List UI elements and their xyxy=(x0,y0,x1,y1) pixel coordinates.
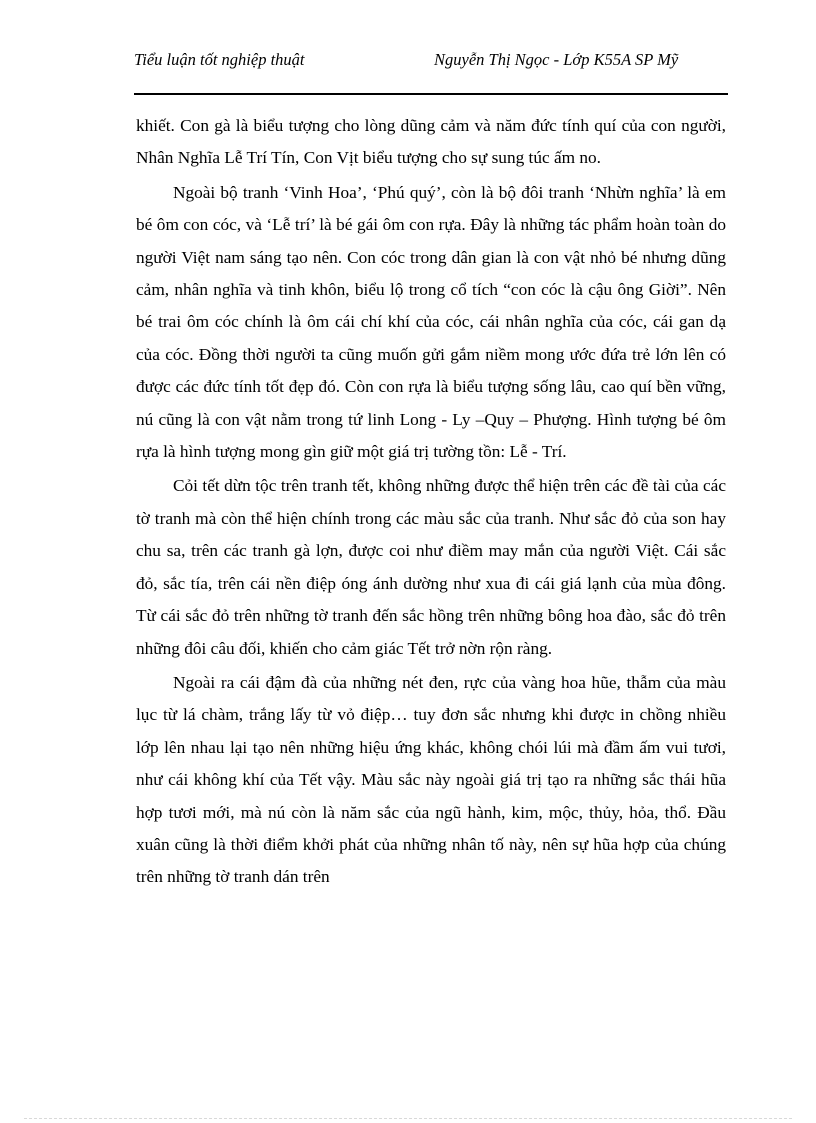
paragraph-4: Ngoài ra cái đậm đà của những nét đen, rực của vàng hoa hũe, thẫm của màu lục từ lá chàm, trắng lấy từ vỏ điệp… tuy đơn sắc nhưng khi được in chồng nhiều lớp lên nhau lại tạo nên những hiệu ứng khác, không chói lúi mà đầm ấm vui tươi, như cái không khí của Tết vậy. Màu sắc này ngoài giá trị tạo ra những sắc thái hũa hợp tươi mới, mà nú còn là năm sắc của ngũ hành, kim, mộc, thủy, hỏa, thổ. Đầu xuân cũng là thời điểm khởi phát của những nhân tố này, nên sự hũa hợp của chúng trên những tờ tranh dán trên xyxy=(136,672,726,887)
paragraph-3: Cỏi tết dừn tộc trên tranh tết, không những được thể hiện trên các đề tài của các tờ tranh mà còn thể hiện chính trong các màu sắc của tranh. Như sắc đỏ của son hay chu sa, trên các tranh gà lợn, được coi như điềm may mắn của người Việt. Cái sắc đỏ, sắc tía, trên cái nền điệp óng ánh dường như xua đi cái giá lạnh của mùa đông. Từ cái sắc đỏ trên những tờ tranh đến sắc hồng trên những bông hoa đào, sắc đỏ trên những đôi câu đối, khiến cho cảm giác Tết trở nờn rộn ràng. xyxy=(136,476,726,658)
header-author-class: Nguyễn Thị Ngọc - Lớp K55A SP Mỹ xyxy=(434,50,679,69)
page-header xyxy=(134,49,728,93)
page-bottom-divider xyxy=(24,1118,792,1119)
header-thesis-title: Tiểu luận tốt nghiệp thuật xyxy=(134,50,305,69)
body-text xyxy=(136,110,726,896)
header-divider xyxy=(134,93,728,95)
paragraph-2: Ngoài bộ tranh ‘Vinh Hoa’, ‘Phú quý’, còn là bộ đôi tranh ‘Nhừn nghĩa’ là em bé ôm con cóc, và ‘Lễ trí’ là bé gái ôm con rựa. Đây là những tác phẩm hoàn toàn do người Việt nam sáng tạo nên. Con cóc trong dân gian là con vật nhỏ bé nhưng dũng cảm, nhân nghĩa và tinh khôn, biểu lộ trong cổ tích “con cóc là cậu ông Giời”. Nên bé trai ôm cóc chính là ôm cái chí khí của cóc, cái nhân nghĩa của cóc, cái gan dạ của cóc. Đồng thời người ta cũng muốn gửi gắm niềm mong ước đứa trẻ lớn lên có được các đức tính tốt đẹp đó. Còn con rựa là biểu tượng sống lâu, cao quí bền vững, nú cũng là con vật nằm trong tứ linh Long - Ly –Quy – Phượng. Hình tượng bé ôm rựa là hình tượng mong gìn giữ một giá trị tường tồn: Lễ - Trí. xyxy=(136,182,726,462)
paragraph-1: khiết. Con gà là biểu tượng cho lòng dũng cảm và năm đức tính quí của con người, Nhân Nghĩa Lễ Trí Tín, Con Vịt biểu tượng cho sự sung túc ấm no. xyxy=(136,116,726,168)
